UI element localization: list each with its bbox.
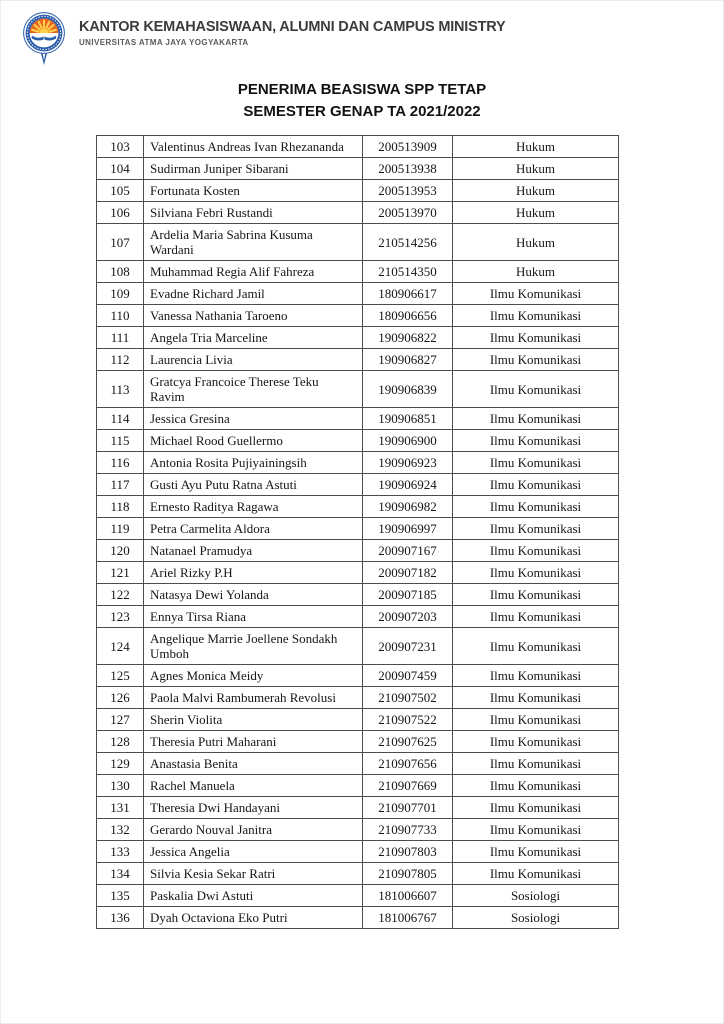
student-name-cell: Paskalia Dwi Astuti <box>144 885 363 907</box>
student-name-cell: Fortunata Kosten <box>144 180 363 202</box>
study-program-cell: Ilmu Komunikasi <box>453 283 619 305</box>
study-program-cell: Ilmu Komunikasi <box>453 753 619 775</box>
student-name-cell: Theresia Putri Maharani <box>144 731 363 753</box>
row-number-cell: 129 <box>97 753 144 775</box>
student-name-cell: Muhammad Regia Alif Fahreza <box>144 261 363 283</box>
study-program-cell: Ilmu Komunikasi <box>453 628 619 665</box>
table-row <box>97 261 619 283</box>
student-id-cell: 190906822 <box>363 327 453 349</box>
student-id-cell: 190906924 <box>363 474 453 496</box>
student-id-cell: 200907182 <box>363 562 453 584</box>
row-number-cell: 114 <box>97 408 144 430</box>
document-title <box>0 79 724 122</box>
table-row <box>97 819 619 841</box>
table-row <box>97 496 619 518</box>
student-id-cell: 210907502 <box>363 687 453 709</box>
study-program-cell: Ilmu Komunikasi <box>453 305 619 327</box>
row-number-cell: 136 <box>97 907 144 929</box>
study-program-cell: Hukum <box>453 158 619 180</box>
table-row <box>97 452 619 474</box>
table-row <box>97 841 619 863</box>
study-program-cell: Ilmu Komunikasi <box>453 371 619 408</box>
student-name-cell: Gerardo Nouval Janitra <box>144 819 363 841</box>
student-id-cell: 210907625 <box>363 731 453 753</box>
table-row <box>97 885 619 907</box>
student-id-cell: 200513970 <box>363 202 453 224</box>
row-number-cell: 115 <box>97 430 144 452</box>
study-program-cell: Ilmu Komunikasi <box>453 540 619 562</box>
study-program-cell: Ilmu Komunikasi <box>453 863 619 885</box>
row-number-cell: 133 <box>97 841 144 863</box>
row-number-cell: 105 <box>97 180 144 202</box>
table-row <box>97 371 619 408</box>
row-number-cell: 128 <box>97 731 144 753</box>
study-program-cell: Ilmu Komunikasi <box>453 775 619 797</box>
student-name-cell: Gusti Ayu Putu Ratna Astuti <box>144 474 363 496</box>
study-program-cell: Hukum <box>453 224 619 261</box>
student-id-cell: 210907522 <box>363 709 453 731</box>
student-name-cell: Rachel Manuela <box>144 775 363 797</box>
table-row <box>97 562 619 584</box>
office-name: KANTOR KEMAHASISWAAN, ALUMNI DAN CAMPUS MINISTRY <box>79 19 506 35</box>
study-program-cell: Ilmu Komunikasi <box>453 584 619 606</box>
study-program-cell: Hukum <box>453 261 619 283</box>
student-name-cell: Michael Rood Guellermo <box>144 430 363 452</box>
student-name-cell: Angela Tria Marceline <box>144 327 363 349</box>
row-number-cell: 107 <box>97 224 144 261</box>
student-name-cell: Ardelia Maria Sabrina Kusuma Wardani <box>144 224 363 261</box>
student-id-cell: 210907656 <box>363 753 453 775</box>
document-title-line1: PENERIMA BEASISWA SPP TETAP <box>237 81 487 98</box>
table-row <box>97 474 619 496</box>
student-id-cell: 190906997 <box>363 518 453 540</box>
study-program-cell: Ilmu Komunikasi <box>453 327 619 349</box>
row-number-cell: 110 <box>97 305 144 327</box>
row-number-cell: 134 <box>97 863 144 885</box>
student-id-cell: 210514350 <box>363 261 453 283</box>
student-name-cell: Sudirman Juniper Sibarani <box>144 158 363 180</box>
university-logo-icon <box>22 12 66 66</box>
row-number-cell: 103 <box>97 136 144 158</box>
row-number-cell: 112 <box>97 349 144 371</box>
student-name-cell: Dyah Octaviona Eko Putri <box>144 907 363 929</box>
table-row <box>97 136 619 158</box>
study-program-cell: Ilmu Komunikasi <box>453 496 619 518</box>
student-name-cell: Theresia Dwi Handayani <box>144 797 363 819</box>
student-id-cell: 190906827 <box>363 349 453 371</box>
table-row <box>97 907 619 929</box>
student-id-cell: 180906656 <box>363 305 453 327</box>
student-id-cell: 180906617 <box>363 283 453 305</box>
study-program-cell: Ilmu Komunikasi <box>453 430 619 452</box>
student-id-cell: 200513938 <box>363 158 453 180</box>
study-program-cell: Ilmu Komunikasi <box>453 606 619 628</box>
table-row <box>97 606 619 628</box>
student-name-cell: Paola Malvi Rambumerah Revolusi <box>144 687 363 709</box>
study-program-cell: Ilmu Komunikasi <box>453 797 619 819</box>
row-number-cell: 116 <box>97 452 144 474</box>
row-number-cell: 108 <box>97 261 144 283</box>
student-name-cell: Vanessa Nathania Taroeno <box>144 305 363 327</box>
student-name-cell: Sherin Violita <box>144 709 363 731</box>
study-program-cell: Ilmu Komunikasi <box>453 687 619 709</box>
row-number-cell: 106 <box>97 202 144 224</box>
student-id-cell: 200907167 <box>363 540 453 562</box>
table-row <box>97 327 619 349</box>
study-program-cell: Sosiologi <box>453 885 619 907</box>
recipient-table <box>96 135 619 929</box>
student-name-cell: Petra Carmelita Aldora <box>144 518 363 540</box>
study-program-cell: Ilmu Komunikasi <box>453 518 619 540</box>
row-number-cell: 117 <box>97 474 144 496</box>
student-name-cell: Valentinus Andreas Ivan Rhezananda <box>144 136 363 158</box>
student-id-cell: 200907185 <box>363 584 453 606</box>
study-program-cell: Hukum <box>453 202 619 224</box>
student-id-cell: 210907805 <box>363 863 453 885</box>
student-name-cell: Anastasia Benita <box>144 753 363 775</box>
student-id-cell: 190906900 <box>363 430 453 452</box>
row-number-cell: 130 <box>97 775 144 797</box>
table-row <box>97 628 619 665</box>
table-row <box>97 202 619 224</box>
letterhead-text <box>79 19 505 47</box>
student-id-cell: 200907459 <box>363 665 453 687</box>
study-program-cell: Ilmu Komunikasi <box>453 841 619 863</box>
table-row <box>97 731 619 753</box>
row-number-cell: 132 <box>97 819 144 841</box>
student-name-cell: Jessica Gresina <box>144 408 363 430</box>
row-number-cell: 124 <box>97 628 144 665</box>
letterhead <box>22 12 505 66</box>
table-row <box>97 584 619 606</box>
table-row <box>97 430 619 452</box>
document-title-line2: SEMESTER GENAP TA 2021/2022 <box>243 102 481 120</box>
study-program-cell: Ilmu Komunikasi <box>453 562 619 584</box>
study-program-cell: Hukum <box>453 136 619 158</box>
row-number-cell: 119 <box>97 518 144 540</box>
student-id-cell: 210907669 <box>363 775 453 797</box>
student-name-cell: Ernesto Raditya Ragawa <box>144 496 363 518</box>
row-number-cell: 121 <box>97 562 144 584</box>
table-row <box>97 863 619 885</box>
row-number-cell: 118 <box>97 496 144 518</box>
row-number-cell: 125 <box>97 665 144 687</box>
student-name-cell: Natasya Dewi Yolanda <box>144 584 363 606</box>
study-program-cell: Ilmu Komunikasi <box>453 408 619 430</box>
student-id-cell: 190906923 <box>363 452 453 474</box>
student-name-cell: Agnes Monica Meidy <box>144 665 363 687</box>
student-name-cell: Evadne Richard Jamil <box>144 283 363 305</box>
table-row <box>97 283 619 305</box>
table-row <box>97 540 619 562</box>
table-row <box>97 180 619 202</box>
row-number-cell: 122 <box>97 584 144 606</box>
table-row <box>97 753 619 775</box>
student-name-cell: Gratcya Francoice Therese Teku Ravim <box>144 371 363 408</box>
student-name-cell: Antonia Rosita Pujiyainingsih <box>144 452 363 474</box>
student-id-cell: 200907231 <box>363 628 453 665</box>
study-program-cell: Ilmu Komunikasi <box>453 731 619 753</box>
table-row <box>97 518 619 540</box>
table-row <box>97 224 619 261</box>
table-row <box>97 687 619 709</box>
student-id-cell: 200513909 <box>363 136 453 158</box>
student-name-cell: Ariel Rizky P.H <box>144 562 363 584</box>
study-program-cell: Ilmu Komunikasi <box>453 452 619 474</box>
student-name-cell: Ennya Tirsa Riana <box>144 606 363 628</box>
row-number-cell: 135 <box>97 885 144 907</box>
student-id-cell: 210514256 <box>363 224 453 261</box>
study-program-cell: Ilmu Komunikasi <box>453 819 619 841</box>
student-id-cell: 181006607 <box>363 885 453 907</box>
row-number-cell: 131 <box>97 797 144 819</box>
row-number-cell: 120 <box>97 540 144 562</box>
table-row <box>97 665 619 687</box>
table-row <box>97 709 619 731</box>
row-number-cell: 126 <box>97 687 144 709</box>
student-id-cell: 190906982 <box>363 496 453 518</box>
student-id-cell: 200513953 <box>363 180 453 202</box>
table-row <box>97 349 619 371</box>
student-id-cell: 190906851 <box>363 408 453 430</box>
table-row <box>97 775 619 797</box>
row-number-cell: 127 <box>97 709 144 731</box>
row-number-cell: 123 <box>97 606 144 628</box>
student-name-cell: Jessica Angelia <box>144 841 363 863</box>
study-program-cell: Sosiologi <box>453 907 619 929</box>
student-name-cell: Silviana Febri Rustandi <box>144 202 363 224</box>
study-program-cell: Ilmu Komunikasi <box>453 349 619 371</box>
table-row <box>97 305 619 327</box>
study-program-cell: Ilmu Komunikasi <box>453 474 619 496</box>
student-name-cell: Angelique Marrie Joellene Sondakh Umboh <box>144 628 363 665</box>
student-id-cell: 210907701 <box>363 797 453 819</box>
student-id-cell: 200907203 <box>363 606 453 628</box>
table-row <box>97 158 619 180</box>
university-name: UNIVERSITAS ATMA JAYA YOGYAKARTA <box>79 38 249 47</box>
student-id-cell: 190906839 <box>363 371 453 408</box>
recipient-table-wrapper <box>96 135 619 929</box>
row-number-cell: 109 <box>97 283 144 305</box>
study-program-cell: Hukum <box>453 180 619 202</box>
row-number-cell: 111 <box>97 327 144 349</box>
student-id-cell: 210907733 <box>363 819 453 841</box>
table-row <box>97 408 619 430</box>
row-number-cell: 104 <box>97 158 144 180</box>
row-number-cell: 113 <box>97 371 144 408</box>
student-id-cell: 181006767 <box>363 907 453 929</box>
study-program-cell: Ilmu Komunikasi <box>453 665 619 687</box>
student-name-cell: Silvia Kesia Sekar Ratri <box>144 863 363 885</box>
table-row <box>97 797 619 819</box>
student-name-cell: Natanael Pramudya <box>144 540 363 562</box>
student-id-cell: 210907803 <box>363 841 453 863</box>
study-program-cell: Ilmu Komunikasi <box>453 709 619 731</box>
recipient-table-body <box>97 136 619 929</box>
student-name-cell: Laurencia Livia <box>144 349 363 371</box>
